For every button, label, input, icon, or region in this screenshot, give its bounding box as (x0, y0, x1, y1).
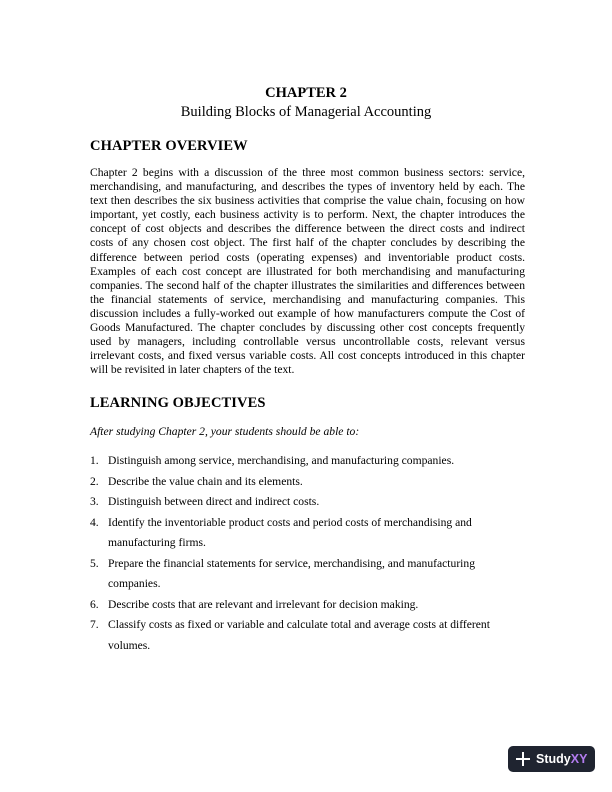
list-item (90, 513, 520, 554)
list-item-text: Identify the inventoriable product costs and period costs of merchandising and manufacturing firms. (108, 515, 472, 549)
studyxy-badge[interactable] (508, 746, 595, 772)
objectives-list (90, 451, 520, 656)
list-item-number: 4. (90, 515, 99, 529)
list-item-number: 3. (90, 495, 99, 508)
badge-brand-accent: XY (570, 752, 588, 766)
list-item-text: Prepare the financial statements for service, merchandising, and manufacturing companies. (108, 556, 475, 590)
list-item-text: Distinguish among service, merchandising, and manufacturing companies. (108, 454, 455, 467)
list-item (90, 615, 520, 656)
chapter-number: CHAPTER 2 (265, 85, 347, 101)
list-item-text: Distinguish between direct and indirect costs. (108, 495, 320, 508)
list-item-number: 2. (90, 474, 99, 488)
list-item (90, 451, 520, 472)
chapter-title: Building Blocks of Managerial Accounting (180, 104, 432, 120)
list-item-text: Classify costs as fixed or variable and calculate total and average costs at different volumes. (108, 618, 490, 652)
list-item-number: 6. (90, 597, 99, 611)
list-item (90, 472, 520, 493)
list-item-number: 1. (90, 454, 99, 467)
plus-icon (516, 752, 530, 766)
list-item-text: Describe costs that are relevant and irrelevant for decision making. (108, 597, 419, 611)
objectives-heading: LEARNING OBJECTIVES (90, 395, 266, 411)
objectives-intro: After studying Chapter 2, your students should be able to: (90, 425, 360, 438)
list-item-text: Describe the value chain and its elements. (108, 474, 303, 488)
overview-paragraph: Chapter 2 begins with a discussion of the three most common business sectors: service, merchandising, and manufacturing, and describes the types of inventory held by each. The text then describes the six business activities that comprise the value chain, focusing on how important, yet costly, each business activity is to perform. Next, the chapter introduces the concept of cost objects and describes the difference between the direct costs and indirect costs of any chosen cost object. The first half of the chapter concludes by describing the difference between period costs (operating expenses) and inventoriable product costs. Examples of each cost concept are illustrated for both merchandising and manufacturing companies. The second half of the chapter illustrates the similarities and differences between the financial statements of service, merchandising and manufacturing companies. This discussion includes a fully-worked out example of how manufacturers compute the Cost of Goods Manufactured. The chapter concludes by discussing other cost concepts frequently used by managers, including controllable versus uncontrollable costs, relevant versus irrelevant costs, and fixed versus variable costs. All cost concepts introduced in this chapter will be revisited in later chapters of the text. (90, 166, 525, 377)
list-item-number: 7. (90, 618, 99, 631)
list-item (90, 595, 520, 616)
list-item (90, 554, 520, 595)
list-item (90, 492, 520, 513)
list-item-number: 5. (90, 556, 99, 570)
overview-heading: CHAPTER OVERVIEW (90, 138, 248, 154)
badge-brand-main: Study (536, 752, 571, 766)
